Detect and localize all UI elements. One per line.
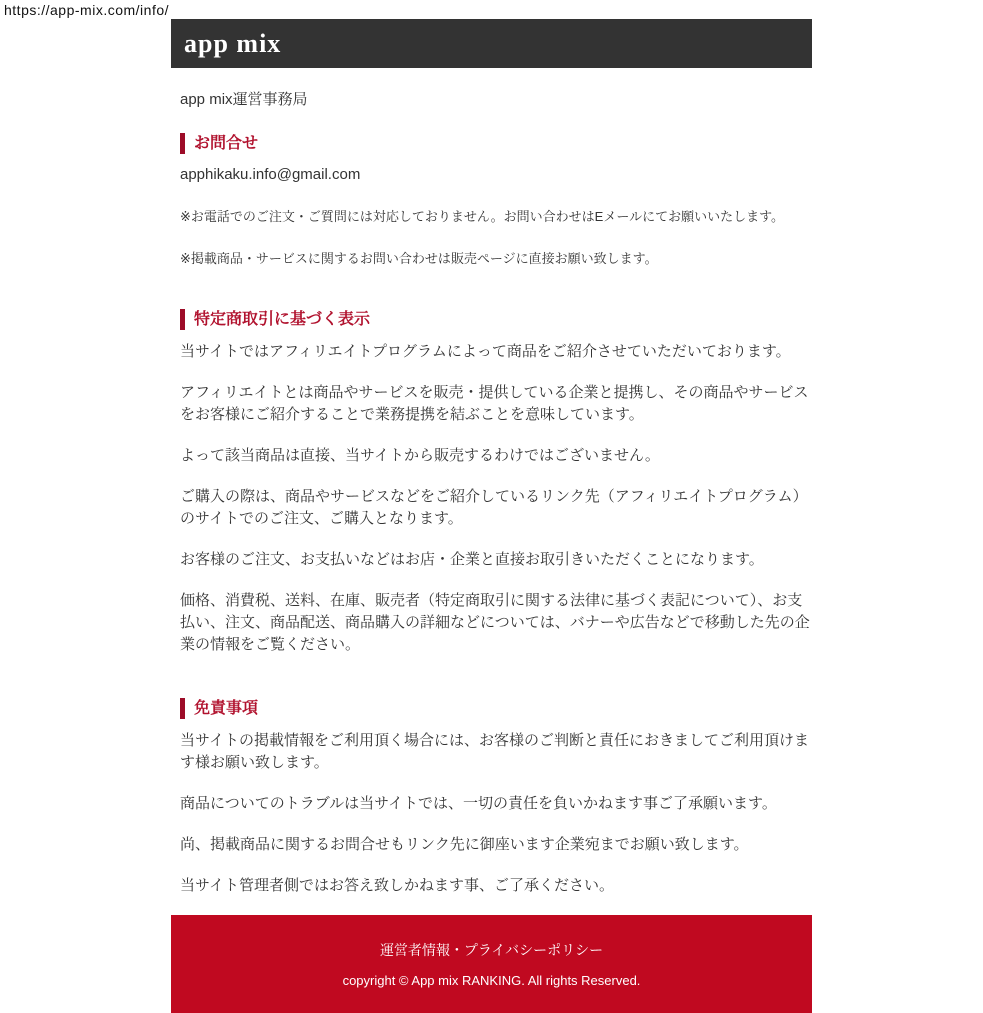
disclaimer-paragraph: 当サイトの掲載情報をご利用頂く場合には、お客様のご判断と責任におきましてご利用頂けます様お願い致します。 — [180, 732, 809, 771]
site-footer — [171, 915, 812, 1013]
tokutei-paragraph: アフィリエイトとは商品やサービスを販売・提供している企業と提携し、その商品やサービスをお客様にご紹介することで業務提携を結ぶことを意味しています。 — [180, 384, 809, 423]
tokutei-paragraph: 当サイトではアフィリエイトプログラムによって商品をご紹介させていただいております。 — [180, 343, 791, 360]
tokutei-paragraph: ご購入の際は、商品やサービスなどをご紹介しているリンク先（アフィリエイトプログラム）のサイトでのご注文、ご購入となります。 — [180, 488, 808, 527]
section-title-tokutei: 特定商取引に基づく表示 — [180, 309, 810, 330]
section-title-contact: お問合せ — [180, 133, 810, 154]
contact-email-text: apphikaku.info@gmail.com — [180, 166, 361, 183]
footer-privacy-policy-link[interactable]: 運営者情報・プライバシーポリシー — [379, 942, 604, 958]
tokutei-paragraph: お客様のご注文、お支払いなどはお店・企業と直接お取引きいただくことになります。 — [180, 551, 764, 568]
contact-note-products: ※掲載商品・サービスに関するお問い合わせは販売ページに直接お願い致します。 — [180, 251, 658, 266]
disclaimer-paragraph: 尚、掲載商品に関するお問合せもリンク先に御座います企業宛までお願い致します。 — [180, 836, 749, 853]
site-header — [171, 19, 812, 68]
operator-name-text: app mix運営事務局 — [180, 91, 308, 108]
page-column — [171, 19, 812, 916]
tokutei-paragraph: よって該当商品は直接、当サイトから販売するわけではございません。 — [180, 447, 660, 464]
disclaimer-paragraph: 商品についてのトラブルは当サイトでは、一切の責任を負いかねます事ご了承願います。 — [180, 795, 777, 812]
disclaimer-paragraph: 当サイト管理者側ではお答え致しかねます事、ご了承ください。 — [180, 877, 614, 894]
footer-copyright-text: copyright © App mix RANKING. All rights Reserved. — [342, 973, 641, 988]
section-title-disclaimer: 免責事項 — [180, 698, 810, 719]
contact-note-phone: ※お電話でのご注文・ご質問には対応しておりません。お問い合わせはEメールにてお願いいたします。 — [180, 209, 785, 224]
tokutei-paragraph: 価格、消費税、送料、在庫、販売者（特定商取引に関する法律に基づく表記について）、お支払い、注文、商品配送、商品購入の詳細などについては、バナーや広告などで移動した先の企業の情報をご覧ください。 — [180, 592, 810, 653]
main-content — [171, 91, 812, 897]
page-url-label: https://app-mix.com/info/ — [4, 2, 170, 18]
site-logo[interactable]: app mix — [184, 28, 282, 58]
